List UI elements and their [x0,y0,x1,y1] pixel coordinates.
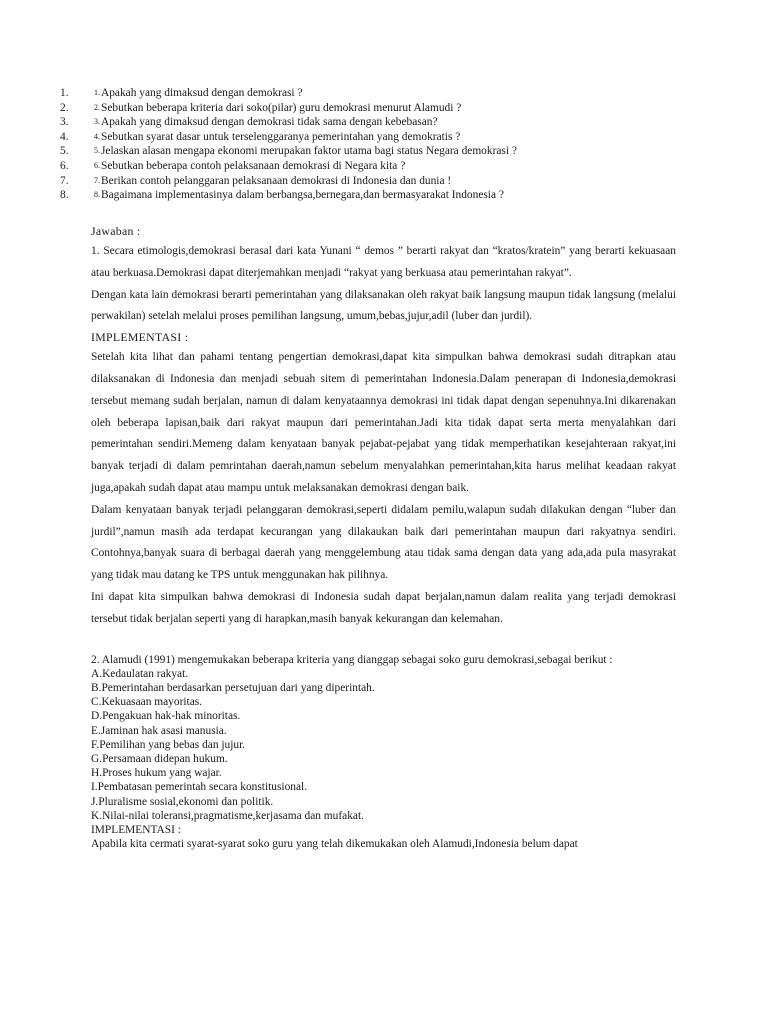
answer-1-paragraph: Dalam kenyataan banyak terjadi pelanggaran demokrasi,seperti didalam pemilu,walapun sudah dilakukan dengan “luber dan jurdil”,namun masih ada terdapat kecurangan yang dilakaukan baik dari pemerintahan maupun dari rakyatnya sendiri. Contohnya,banyak suara di berbagai daerah yang menggelembung atau tidak sama dengan data yang ada,ada pula masyrakat yang tidak mau datang ke TPS untuk menggunakan hak pilihnya. [91,503,676,582]
question-number: 2. [60,101,69,114]
question-number: 3. [60,116,69,129]
question-number: 5. [60,145,69,158]
answer-2-closing: Apabila kita cermati syarat-syarat soko guru yang telah dikemukakan oleh Alamudi,Indonesia belum dapat [91,838,578,851]
question-sub-number: 6. [94,160,100,170]
criteria-item: B.Pemerintahan berdasarkan persetujuan dari yang diperintah. [91,681,375,694]
question-sub-number: 1. [94,88,100,97]
answer-1 [91,241,676,631]
question-sub-number: 5. [94,146,100,156]
question-sub-number: 4. [94,131,100,141]
question-sub-number: 8. [94,190,100,200]
answers-section [91,222,676,851]
implementasi-heading: IMPLEMENTASI : [91,330,189,345]
criteria-item: F.Pemilihan yang bebas dan jujur. [91,738,246,751]
list-item [60,144,680,159]
question-text: Sebutkan beberapa kriteria dari soko(pilar) guru demokrasi menurut Alamudi ? [101,101,462,114]
answer-1-paragraph: 1. Secara etimologis,demokrasi berasal dari kata Yunani “ demos ” berarti rakyat dan “kratos/kratein” yang berarti kekuasaan atau berkuasa.Demokrasi dapat diterjemahkan menjadi “rakyat yang berkuasa atau pemerintahan rakyat”. [91,245,676,279]
question-sub-number: 2. [94,102,100,112]
question-sub-number: 3. [94,117,100,127]
question-number: 6. [60,159,69,172]
criteria-item: C.Kekuasaan mayoritas. [91,696,203,709]
implementasi-heading: IMPLEMENTASI : [91,823,181,836]
list-item [60,159,680,174]
list-item [60,130,680,145]
question-number: 4. [60,130,69,143]
answer-1-paragraph: Dengan kata lain demokrasi berarti pemerintahan yang dilaksanakan oleh rakyat baik langsung maupun tidak langsung (melalui perwakilan) setelah melalui proses pemilihan langsung, umum,bebas,jujur,adil (luber dan jurdil). [91,288,676,323]
list-item [60,174,680,189]
question-text: Sebutkan beberapa contoh pelaksanaan demokrasi di Negara kita ? [101,159,406,172]
question-text: Jelaskan alasan mengapa ekonomi merupakan faktor utama bagi status Negara demokrasi ? [101,145,517,158]
criteria-item: H.Proses hukum yang wajar. [91,767,222,780]
criteria-item: G.Persamaan didepan hukum. [91,752,228,765]
question-text: Sebutkan syarat dasar untuk terselenggaranya pemerintahan yang demokratis ? [101,130,461,143]
criteria-item: K.Nilai-nilai toleransi,pragmatisme,kerjasama dan mufakat. [91,809,364,822]
question-number: 7. [60,174,69,187]
answer-1-paragraph: Ini dapat kita simpulkan bahwa demokrasi di Indonesia sudah dapat berjalan,namun dalam realita yang terjadi demokrasi tersebut tidak berjalan seperti yang di harapkan,masih banyak kekurangan dan kelemahan. [91,590,676,625]
list-item [60,115,680,130]
question-list [60,86,680,203]
answer-2 [91,653,676,852]
question-number: 1. [60,87,69,99]
list-item [60,188,680,203]
criteria-item: A.Kedaulatan rakyat. [91,667,189,680]
criteria-item: J.Pluralisme sosial,ekonomi dan politik. [91,795,274,808]
list-item [60,101,680,116]
question-text: Bagaimana implementasinya dalam berbangsa,bernegara,dan bermasyarakat Indonesia ? [101,189,504,202]
answer-label: Jawaban : [91,224,141,238]
answer-1-paragraph: Setelah kita lihat dan pahami tentang pengertian demokrasi,dapat kita simpulkan bahwa demokrasi sudah ditrapkan atau dilaksanakan di Indonesia dan menjadi sebuah sitem di pemerintahan Indonesia.Dalam penerapan di Indonesia,demokrasi tersebut memang sudah berjalan, namun di dalam kenyataannya demokrasi ini tidak dapat dengan sepenuhnya.Ini dikarenakan oleh beberapa lapisan,baik dari rakyat maupun dari pemerintahan.Jadi kita tidak dapat serta merta menyalahkan dari pemerintahan sendiri.Memeng dalam kenyataan banyak pejabat-pejabat yang tidak memperhatikan kesejahteraan rakyat,ini banyak terjadi di dalam pemrintahan daerah,namun sebelum menyalahkan pemerintahan,kita harus melihat keadaan rakyat juga,apakah sudah dapat atau mampu untuk melaksanakan demokrasi dengan baik. [91,351,676,494]
list-item [60,86,680,101]
question-text: Apakah yang dimaksud dengan demokrasi tidak sama dengan kebebasan? [101,116,438,129]
criteria-item: E.Jaminan hak asasi manusia. [91,724,227,737]
criteria-item: D.Pengakuan hak-hak minoritas. [91,710,241,723]
question-text: Apakah yang dimaksud dengan demokrasi ? [101,87,303,99]
question-text: Berikan contoh pelanggaran pelaksanaan demokrasi di Indonesia dan dunia ! [101,174,452,187]
criteria-item: I.Pembatasan pemerintah secara konstitusional. [91,781,308,794]
answer-2-intro: 2. Alamudi (1991) mengemukakan beberapa kriteria yang dianggap sebagai soko guru demokrasi,sebagai berikut : [91,653,613,666]
question-sub-number: 7. [94,175,100,185]
question-number: 8. [60,189,69,202]
